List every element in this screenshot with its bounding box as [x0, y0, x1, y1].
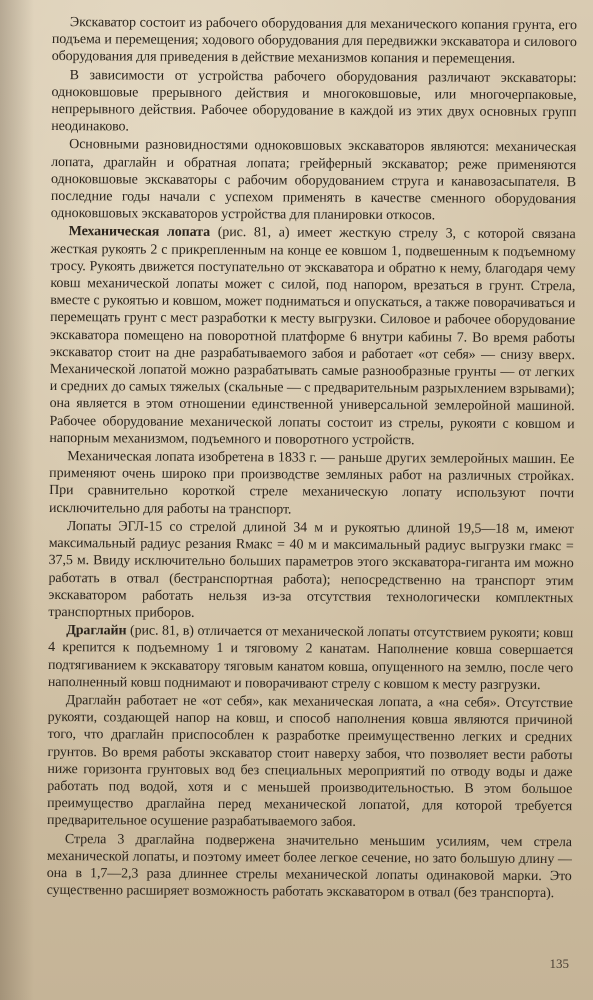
paragraph-excavator-types: В зависимости от устройства рабочего оборудования различают экскаваторы: одноковшовые прерывного действия и многоковшовые, или многочерпаковые, непрерывного действия. Рабочее оборудование в каждой из этих двух основных групп неодинаково.	[51, 67, 577, 135]
body-text	[47, 14, 577, 903]
paragraph-single-bucket-varieties: Основными разновидностями одноковшовых экскаваторов являются: механическая лопата, драглайн и обратная лопата; грейферный экскаватор; реже применяются одноковшовые экскаваторы с рабочим оборудованием струга и канавозасыпателя. В последние годы начали с успехом применять в качестве сменного оборудования одноковшовых экскаваторов устройства для планировки откосов.	[50, 137, 577, 224]
paragraph-dragline-operation: Драглайн работает не «от себя», как механическая лопата, а «на себя». Отсутствие рукояти, создающей напор на ковш, и способ наполнения ковша являются причиной того, что драглайн приспособлен к разработке преимущественно легких и средних грунтов. Во время работы экскаватор стоит наверху забоя, что позволяет вести работы ниже горизонта грунтовых вод без специальных мероприятий по отводу воды и даже работать под водой, хотя и с меньшей производительностью. В этом большое преимущество драглайна перед механической лопатой, для которой требуется предварительное осушение разрабатываемого забоя.	[47, 693, 573, 831]
paragraph-dragline-body: (рис. 81, в) отличается от механической лопаты отсутствием рукояти; ковш 4 крепится к подъемному 1 и тяговому 2 канатам. Наполнение ковша совершается подтягиванием к экскаватору тяговым канатом ковша, опущенного на землю, после чего наполненный ковш поднимают и поворачивают стрелу с ковшом к месту разгрузки.	[47, 623, 574, 693]
paragraph-dragline-boom: Стрела 3 драглайна подвержена значительно меньшим усилиям, чем стрела механической лопаты, и поэтому имеет более легкое сечение, но зато большую длину — она в 1,7—2,3 раза длиннее стрелы механической лопаты одинаковой марки. Это существенно расширяет возможность работать экскаватором в отвал (без транспорта).	[46, 831, 572, 902]
paragraph-dragline	[48, 622, 573, 694]
paragraph-shovel-history: Механическая лопата изобретена в 1833 г. — раньше других землеройных машин. Ее применяют очень широко при производстве земляных работ на различных стройках. При сравнительно короткой стреле механическую лопату используют почти исключительно для работы на транспорт.	[48, 449, 575, 518]
paragraph-mechanical-shovel-body: (рис. 81, а) имеет жесткую стрелу 3, с которой связана жесткая рукоять 2 с прикрепленным на конце ее ковшом 1, подвешенным к подъемному тросу. Рукоять движется поступательно от экскаватора и обратно к нему, благодаря чему ковш механической лопаты может с силой, под напором, врезаться в грунт. Стрела, вместе с рукоятью и ковшом, может подниматься и опускаться, а также поворачиваться и перемещать грунт с мест разработки к месту выгрузки. Силовое и рабочее оборудование экскаватора помещено на поворотной платформе 6 внутри кабины 7. Во время работы экскаватор стоит на дне разрабатываемого забоя и работает «от себя» — снизу вверх. Механической лопатой можно разрабатывать самые разнообразные грунты — от легких и средних до самых тяжелых (скальные — с предварительным разрыхлением взрывами); она является в этом отношении единственной универсальной землеройной машиной. Рабочее оборудование механической лопаты состоит из стрелы, рукояти с ковшом и напорным механизмом, подъемного и поворотного устройств.	[49, 225, 576, 449]
term-dragline: Драглайн	[66, 623, 127, 639]
term-mechanical-shovel: Механическая лопата	[68, 224, 211, 241]
paragraph-egl15: Лопаты ЭГЛ-15 со стрелой длиной 34 м и рукоятью длиной 19,5—18 м, имеют максимальный радиус резания Rмакс = 40 м и максимальный радиус выгрузки rмакс = 37,5 м. Ввиду исключительно больших параметров этого экскаватора-гиганта им можно работать в отвал (бестранспортная работа); непосредственно на транспорт этим экскаватором работать нельзя из-за отсутствия технологически комплектных транспортных приборов.	[48, 518, 574, 621]
page-number: 135	[549, 956, 569, 971]
paragraph-mechanical-shovel	[49, 223, 575, 450]
paragraph-excavator-composition: Экскаватор состоит из рабочего оборудования для механического копания грунта, его подъема и перемещения; ходового оборудования для передвижки экскаватора и силового оборудования для приведения в действие механизмов копания и перемещения.	[51, 15, 577, 68]
